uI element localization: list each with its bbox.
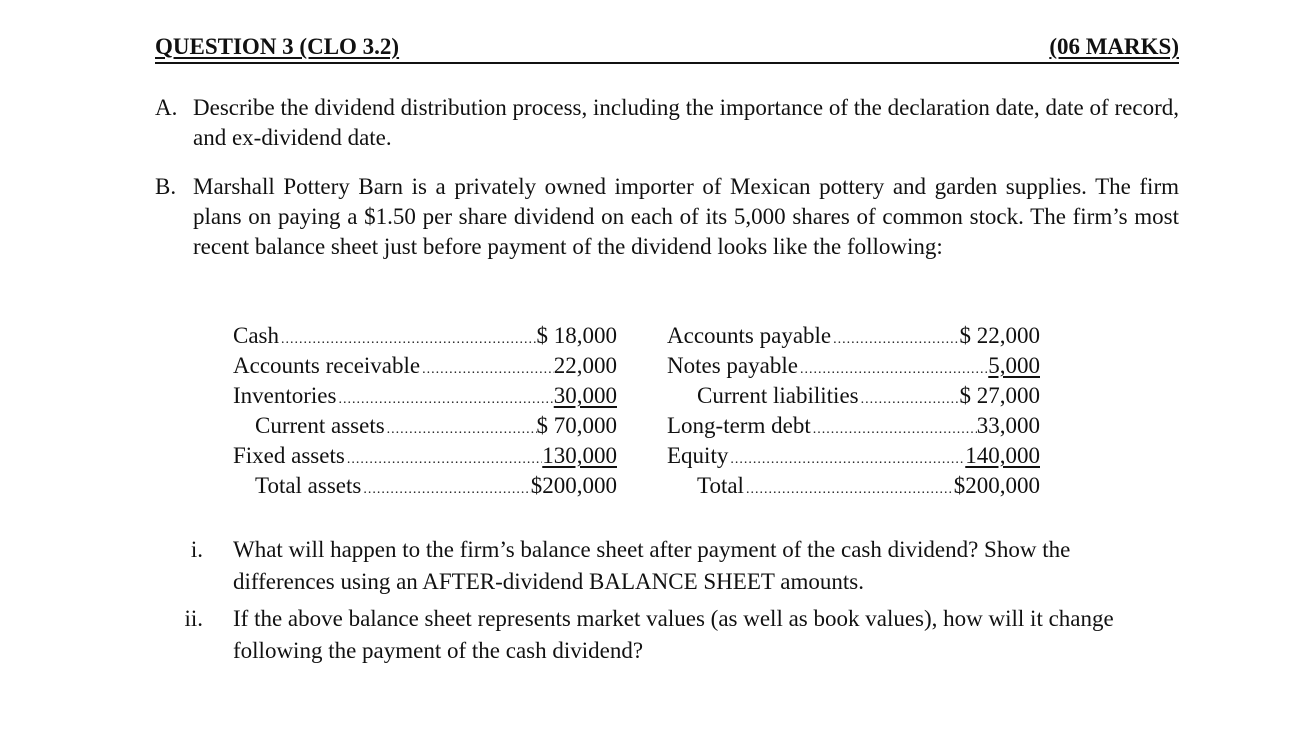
liability-row-notes-payable [667, 351, 1040, 381]
asset-value: 130,000 [542, 443, 617, 468]
asset-label: Total assets [255, 473, 362, 498]
asset-label: Cash [233, 323, 279, 348]
liability-value: $ 22,000 [959, 323, 1040, 348]
liability-value: $200,000 [953, 473, 1040, 498]
liability-row-equity [667, 441, 1040, 471]
part-b-text: Marshall Pottery Barn is a privately owned importer of Mexican pottery and garden supplies. The firm plans on paying a $1.50 per share dividend on each of its 5,000 shares of common stock. The firm’s most recent balance sheet just before payment of the dividend looks like the following: [193, 174, 1179, 259]
leader-dots [361, 475, 530, 505]
subquestion-text: If the above balance sheet represents market values (as well as book values), how will it change following the payment of the cash dividend? [233, 606, 1114, 663]
asset-value: $ 70,000 [536, 413, 617, 438]
part-b-label: B. [155, 174, 177, 199]
question-header [155, 30, 1179, 64]
asset-row-cash [233, 321, 617, 351]
asset-row-inventories [233, 381, 617, 411]
liability-row-current-liabilities [667, 381, 1040, 411]
balance-sheet-liabilities [667, 321, 1040, 501]
liability-value: 33,000 [976, 413, 1040, 438]
asset-label: Inventories [233, 383, 337, 408]
liability-label: Current liabilities [697, 383, 859, 408]
liability-label: Accounts payable [667, 323, 832, 348]
liability-row-long-term-debt [667, 411, 1040, 441]
asset-row-receivables [233, 351, 617, 381]
liability-label: Total [697, 473, 744, 498]
part-a-label: A. [155, 95, 178, 120]
asset-label: Fixed assets [233, 443, 345, 468]
asset-value: 22,000 [553, 353, 617, 378]
question-title: QUESTION 3 (CLO 3.2) [155, 34, 400, 59]
liability-value: $ 27,000 [959, 383, 1040, 408]
asset-value: $200,000 [530, 473, 617, 498]
liability-label: Equity [667, 443, 729, 468]
asset-label: Accounts receivable [233, 353, 421, 378]
liability-label: Long-term debt [667, 413, 811, 438]
subquestion-text: What will happen to the firm’s balance sheet after payment of the cash dividend? Show the differences using an AFTER-dividend BALANCE SHEET amounts. [233, 537, 1071, 594]
asset-row-total-assets [233, 471, 617, 501]
part-a-text: Describe the dividend distribution process, including the importance of the declaration date, date of record, and ex-dividend date. [193, 95, 1179, 150]
liability-value: 5,000 [988, 353, 1040, 378]
asset-value: 30,000 [553, 383, 617, 408]
asset-row-fixed-assets [233, 441, 617, 471]
liability-value: 140,000 [965, 443, 1040, 468]
asset-row-current-assets [233, 411, 617, 441]
asset-value: $ 18,000 [536, 323, 617, 348]
liability-label: Notes payable [667, 353, 798, 378]
balance-sheet-assets [233, 321, 617, 501]
liability-row-accounts-payable [667, 321, 1040, 351]
marks-label: (06 MARKS) [1049, 34, 1179, 59]
liability-row-total [667, 471, 1040, 501]
asset-label: Current assets [255, 413, 385, 438]
subquestion-number: ii. [184, 606, 203, 631]
leader-dots [744, 475, 954, 505]
subquestion-number: i. [190, 537, 203, 562]
